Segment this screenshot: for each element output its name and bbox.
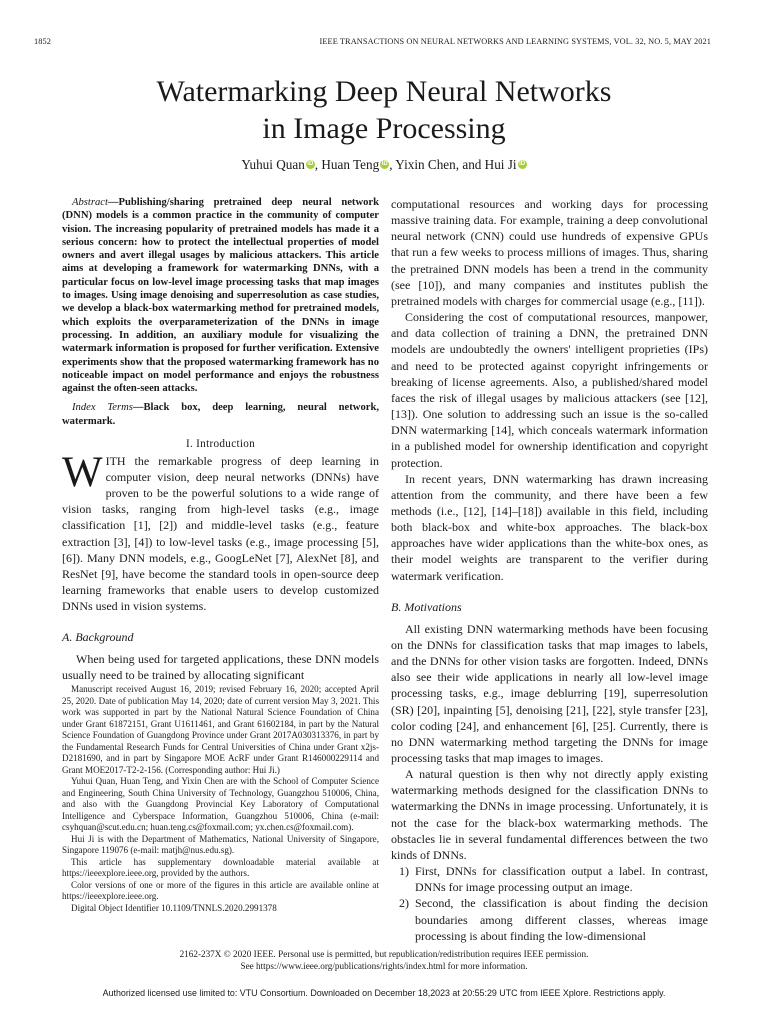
background-paragraph: When being used for targeted applications, these DNN models usually need to be trained by allocating significant [62, 651, 379, 683]
page-number: 1852 [34, 37, 51, 46]
footnote-affiliation-2: Hui Ji is with the Department of Mathematics, National University of Singapore, Singapore 119076 (e-mail: matjh@nus.edu.sg). [62, 833, 379, 855]
running-header [34, 36, 711, 48]
list-item-number: 1) [399, 864, 409, 879]
orcid-icon[interactable]: iD [519, 161, 526, 167]
left-column [62, 196, 379, 683]
index-terms-label: Index Terms [72, 402, 133, 414]
index-terms-text: —Black box, deep learning, neural network, watermark. [62, 402, 379, 427]
title-line-1: Watermarking Deep Neural Networks [156, 75, 612, 108]
list-item-text: Second, the classification is about finding the decision boundaries among different classes, whereas image processing is about finding the low-dimensional [415, 896, 708, 943]
right-paragraph-2: Considering the cost of computational resources, manpower, and data collection of training a DNN, the pretrained DNN models are undoubtedly the owners' intelligent proprieties (IPs) and need to be protected against copyright infringements or breaking of license agreements. Also, a published/shared model faces the risk of illegal usages by malicious attackers (see [12], [13]). One solution to addressing such an issue is the so-called DNN watermarking [14], which conceals watermark information in a published model for ownership identification and copyright protection. [391, 310, 708, 470]
author-2: , Huan Teng [314, 157, 380, 172]
abstract-text: —Publishing/sharing pretrained deep neural network (DNN) models is a common practice in the community of computer vision. The increasing popularity of pretrained models has made it a serious concern: how to protect the intellectual properties of model owners and avert illegal usages by malicious attackers. This article aims at developing a framework for watermarking DNNs, with a particular focus on low-level image processing tasks that map images to images. Using image denoising and superresolution as case studies, we develop a black-box watermarking method for pretrained models, which exploits the overparameterization of the DNNs in image processing. In addition, an auxiliary module for visualizing the watermark information is proposed for further verification. Extensive experiments show that the proposed watermarking framework has no noticeable impact on model performance and enjoys the robustness against the often-seen attacks. [62, 197, 379, 395]
index-terms [62, 401, 379, 428]
author-1: Yuhui Quan [241, 157, 305, 172]
list-item [391, 895, 708, 943]
copyright-line-2: See https://www.ieee.org/publications/rights/index.html for more information. [240, 961, 528, 971]
paper-title [60, 73, 708, 147]
section-heading-introduction: I. Introduction [185, 438, 256, 451]
author-3-4: , Yixin Chen, and Hui Ji [389, 157, 517, 172]
list-item-text: First, DNNs for classification output a label. In contrast, DNNs for image processing output an image. [415, 864, 708, 895]
list-item [391, 863, 708, 895]
authorized-use-notice: Authorized licensed use limited to: VTU Consortium. Downloaded on December 18,2023 at 20:55:29 UTC from IEEE Xplore. Restrictions apply. [102, 988, 666, 998]
list-item-number: 2) [399, 896, 409, 911]
intro-paragraph-1 [62, 449, 379, 614]
footnote-supplementary: This article has supplementary downloadable material available at https://ieeexplore.ieee.org, provided by the authors. [62, 856, 379, 878]
footnotes [62, 684, 379, 914]
right-paragraph-3: In recent years, DNN watermarking has drawn increasing attention from the community, and there have been a few methods (i.e., [12], [14]–[18]) available in this field, including both black-box and white-box approaches. The black-box approaches have wider applications than the white-box ones, as their model weights are transparent to the verifier during watermark verification. [391, 471, 708, 583]
footnote-doi: Digital Object Identifier 10.1109/TNNLS.2020.2991378 [71, 902, 277, 913]
title-line-2: in Image Processing [262, 112, 506, 145]
abstract-label: Abstract [72, 197, 108, 208]
right-column [391, 196, 708, 944]
footnote-manuscript: Manuscript received August 16, 2019; revised February 16, 2020; accepted April 25, 2020. Date of publication May 14, 2020; date of current version May 3, 2021. This work was supported in part by the National Natural Science Foundation of China under Grant 61872151, Grant U1611461, and Grant 61602184, in part by the Natural Science Foundation of Guangdong Province under Grant 2017A030313376, in part by the Fundamental Research Funds for Central Universities of China under Grant x2js-D2181690, and in part by Singapore MOE AcRF under Grant R146000229114 and Grant MOE2017-T2-2-156. (Corresponding author: Hui Ji.) [62, 684, 379, 775]
difference-list [391, 863, 708, 944]
author-list [60, 156, 708, 174]
motivations-paragraph-1: All existing DNN watermarking methods have been focusing on the DNNs for classification tasks that map images to labels, and the DNNs for other vision tasks are forgotten. Indeed, DNNs also see their wide applications in nearly all low-level image processing tasks, e.g., image deblurring [19], superresolution (SR) [20], inpainting [5], denoising [21], [22], style transfer [23], color coding [24], and enhancement [6], [25]. Currently, there is no DNN watermarking method targeting the DNNs for image processing tasks that map images to images. [391, 621, 708, 765]
footnote-color-versions: Color versions of one or more of the figures in this article are available online at https://ieeexplore.ieee.org. [62, 879, 379, 901]
drop-cap: W [62, 449, 103, 497]
subsection-heading-background: A. Background [62, 629, 134, 644]
abstract [62, 196, 379, 395]
orcid-icon[interactable]: iD [307, 161, 314, 167]
footnote-affiliation-1: Yuhui Quan, Huan Teng, and Yixin Chen are with the School of Computer Science and Engineering, South China University of Technology, Guangzhou 510006, China, and also with the Guangdong Provincial Key Laboratory of Computational Intelligence and Cyberspace Information, Guangzhou 510006, China (e-mail: csyhquan@scut.edu.cn; huan.teng.cs@foxmail.com; yx.chen.cs@foxmail.com). [62, 776, 379, 832]
intro-paragraph-1-text: ITH the remarkable progress of deep learning in computer vision, deep neural networks (DNNs) have proven to be the powerful solutions to a wide range of vision tasks, ranging from high-level tasks (e.g., image classification [1], [2]) and middle-level tasks (e.g., feature extraction [3], [4]) to low-level tasks (e.g., image processing [5], [6]). Many DNN models, e.g., GoogLeNet [7], AlexNet [8], and ResNet [9], have become the standard tools in open-source deep learning frameworks that enable users to develop customized DNNs used in vision systems. [62, 454, 379, 613]
copyright-notice [60, 948, 708, 972]
copyright-line-1: 2162-237X © 2020 IEEE. Personal use is permitted, but republication/redistribution requires IEEE permission. [179, 949, 589, 959]
motivations-paragraph-2: A natural question is then why not directly apply existing watermarking methods designed for the classification DNNs to watermarking the DNNs in image processing. Unfortunately, it is not the case for the black-box watermarking methods. The obstacles lie in several fundamental differences between the two kinds of DNNs. [391, 767, 708, 862]
orcid-icon[interactable]: iD [381, 161, 388, 167]
journal-name: IEEE TRANSACTIONS ON NEURAL NETWORKS AND LEARNING SYSTEMS, VOL. 32, NO. 5, MAY 2021 [319, 37, 711, 46]
subsection-heading-motivations: B. Motivations [391, 599, 462, 614]
right-paragraph-1: computational resources and working days for processing massive training data. For example, training a deep convolutional neural network (CNN) could use hundreds of expensive GPUs that run a few weeks to process millions of images. Thus, sharing the pretrained DNN models has been a trend in the community (see [10]), and many companies and institutes publish the pretrained models with charges for commercial usage (e.g., [11]). [391, 197, 708, 308]
